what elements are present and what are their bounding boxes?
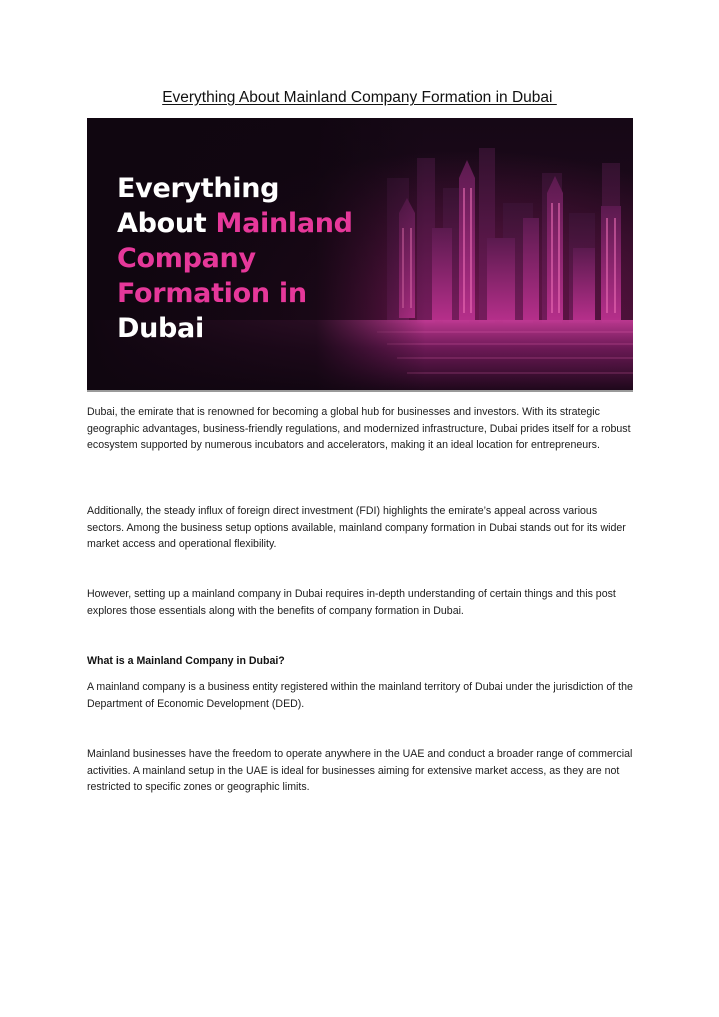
banner-text-white: Dubai — [117, 313, 204, 344]
freedom-paragraph: Mainland businesses have the freedom to operate anywhere in the UAE and conduct a broader range of commercial activities. A mainland setup in the UAE is ideal for businesses aiming for extensive market access, as they are not restricted to specific zones or geographic limits. — [87, 748, 633, 794]
mainland-heading: What is a Mainland Company in Dubai? — [87, 655, 285, 667]
intro-paragraph: Dubai, the emirate that is renowned for becoming a global hub for businesses and investors. With its strategic geographic advantages, business-friendly regulations, and modernized infrastructure, Dubai prides itself for a robust ecosystem supported by numerous incubators and accelerators, making it an ideal location for entrepreneurs. — [87, 406, 631, 452]
fdi-paragraph: Additionally, the steady influx of foreign direct investment (FDI) highlights the emirate’s appeal across various sectors. Among the business setup options available, mainland company formation in Dubai stands out for its wider market access and operational flexibility. — [87, 505, 626, 551]
document-title: Everything About Mainland Company Formation in Dubai — [162, 89, 557, 106]
banner-divider — [87, 390, 633, 392]
banner-line — [117, 171, 353, 206]
hero-banner — [87, 118, 633, 390]
banner-text-accent: Mainland — [215, 208, 353, 239]
banner-headline — [117, 171, 353, 346]
however-paragraph: However, setting up a mainland company in Dubai requires in-depth understanding of certain things and this post explores those essentials along with the benefits of company formation in Dubai. — [87, 588, 616, 617]
banner-line — [117, 311, 353, 346]
banner-line — [117, 241, 353, 276]
banner-text-white: About — [117, 208, 216, 239]
banner-text-accent: Formation in — [117, 278, 307, 309]
banner-line — [117, 206, 353, 241]
definition-paragraph: A mainland company is a business entity registered within the mainland territory of Dubai under the jurisdiction of the Department of Economic Development (DED). — [87, 681, 633, 710]
banner-text-white: Everything — [117, 173, 280, 204]
banner-text-accent: Company — [117, 243, 256, 274]
banner-line — [117, 276, 353, 311]
